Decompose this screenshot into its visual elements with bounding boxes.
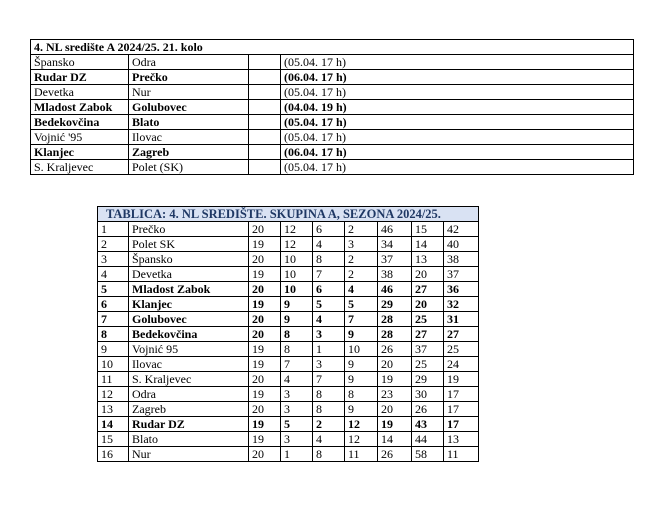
standing-team: Klanjec — [129, 297, 249, 312]
standing-row — [98, 432, 479, 447]
standing-losses: 7 — [345, 312, 378, 327]
standing-played: 19 — [249, 297, 281, 312]
standing-wins: 10 — [281, 282, 313, 297]
standing-row — [98, 252, 479, 267]
standing-draws: 3 — [313, 327, 345, 342]
standing-losses: 3 — [345, 237, 378, 252]
fixture-time: (06.04. 17 h) — [281, 145, 634, 160]
fixture-row — [31, 55, 634, 70]
fixture-spacer — [249, 130, 281, 145]
standing-team: Rudar DZ — [129, 417, 249, 432]
standing-goals-for: 19 — [378, 417, 412, 432]
standing-row — [98, 387, 479, 402]
standing-draws: 4 — [313, 432, 345, 447]
fixture-home-team: S. Kraljevec — [31, 160, 129, 175]
standing-team: Prečko — [129, 222, 249, 237]
fixture-home-team: Mladost Zabok — [31, 100, 129, 115]
standing-wins: 3 — [281, 402, 313, 417]
standing-team: Mladost Zabok — [129, 282, 249, 297]
standing-played: 20 — [249, 402, 281, 417]
standing-position: 12 — [98, 387, 129, 402]
standing-goals-for: 29 — [378, 297, 412, 312]
standing-row — [98, 372, 479, 387]
standing-goals-against: 25 — [412, 357, 444, 372]
standing-wins: 1 — [281, 447, 313, 462]
standing-points: 19 — [444, 372, 479, 387]
standing-points: 25 — [444, 342, 479, 357]
standing-played: 20 — [249, 222, 281, 237]
standing-team: Ilovac — [129, 357, 249, 372]
standing-points: 17 — [444, 402, 479, 417]
standing-played: 19 — [249, 432, 281, 447]
standing-team: Špansko — [129, 252, 249, 267]
standing-points: 24 — [444, 357, 479, 372]
standing-wins: 9 — [281, 297, 313, 312]
standing-row — [98, 237, 479, 252]
fixture-row — [31, 130, 634, 145]
fixture-time: (05.04. 17 h) — [281, 130, 634, 145]
standing-row — [98, 357, 479, 372]
standing-played: 20 — [249, 282, 281, 297]
standing-wins: 10 — [281, 252, 313, 267]
standing-goals-for: 20 — [378, 402, 412, 417]
fixture-row — [31, 145, 634, 160]
fixture-spacer — [249, 70, 281, 85]
standing-played: 20 — [249, 312, 281, 327]
standing-row — [98, 327, 479, 342]
standing-goals-for: 19 — [378, 372, 412, 387]
standing-goals-for: 37 — [378, 252, 412, 267]
standing-goals-for: 46 — [378, 282, 412, 297]
standing-draws: 1 — [313, 342, 345, 357]
fixture-home-team: Klanjec — [31, 145, 129, 160]
standing-played: 20 — [249, 447, 281, 462]
fixture-row — [31, 85, 634, 100]
standing-wins: 3 — [281, 432, 313, 447]
standing-wins: 9 — [281, 312, 313, 327]
standing-played: 19 — [249, 357, 281, 372]
fixture-home-team: Špansko — [31, 55, 129, 70]
standing-goals-against: 58 — [412, 447, 444, 462]
standing-goals-against: 13 — [412, 252, 444, 267]
fixture-time: (05.04. 17 h) — [281, 160, 634, 175]
standing-goals-against: 30 — [412, 387, 444, 402]
standing-goals-for: 26 — [378, 447, 412, 462]
standing-position: 3 — [98, 252, 129, 267]
standing-wins: 4 — [281, 372, 313, 387]
standing-goals-against: 26 — [412, 402, 444, 417]
standing-goals-for: 14 — [378, 432, 412, 447]
fixture-home-team: Bedekovčina — [31, 115, 129, 130]
standing-position: 15 — [98, 432, 129, 447]
standing-row — [98, 312, 479, 327]
standing-points: 17 — [444, 417, 479, 432]
standing-wins: 3 — [281, 387, 313, 402]
standing-losses: 11 — [345, 447, 378, 462]
standing-goals-against: 37 — [412, 342, 444, 357]
standing-team: Zagreb — [129, 402, 249, 417]
standing-points: 40 — [444, 237, 479, 252]
standing-row — [98, 402, 479, 417]
fixture-row — [31, 100, 634, 115]
standing-position: 4 — [98, 267, 129, 282]
standing-draws: 8 — [313, 447, 345, 462]
standing-wins: 12 — [281, 222, 313, 237]
standing-draws: 7 — [313, 267, 345, 282]
standing-position: 16 — [98, 447, 129, 462]
standing-position: 13 — [98, 402, 129, 417]
standing-goals-against: 44 — [412, 432, 444, 447]
standings-table — [97, 206, 479, 462]
standing-team: Blato — [129, 432, 249, 447]
standing-position: 11 — [98, 372, 129, 387]
fixture-away-team: Ilovac — [129, 130, 249, 145]
standing-goals-for: 28 — [378, 312, 412, 327]
standing-goals-for: 26 — [378, 342, 412, 357]
fixture-away-team: Odra — [129, 55, 249, 70]
standing-goals-for: 23 — [378, 387, 412, 402]
fixture-time: (05.04. 17 h) — [281, 85, 634, 100]
standing-wins: 8 — [281, 342, 313, 357]
standing-goals-for: 46 — [378, 222, 412, 237]
standing-draws: 8 — [313, 252, 345, 267]
standing-row — [98, 447, 479, 462]
fixture-home-team: Rudar DZ — [31, 70, 129, 85]
standing-team: Golubovec — [129, 312, 249, 327]
standing-goals-against: 20 — [412, 297, 444, 312]
standing-row — [98, 282, 479, 297]
fixture-spacer — [249, 100, 281, 115]
standing-row — [98, 417, 479, 432]
standing-points: 13 — [444, 432, 479, 447]
standing-team: Odra — [129, 387, 249, 402]
fixture-spacer — [249, 145, 281, 160]
standing-losses: 5 — [345, 297, 378, 312]
standing-goals-against: 14 — [412, 237, 444, 252]
standing-losses: 2 — [345, 222, 378, 237]
fixture-away-team: Zagreb — [129, 145, 249, 160]
standing-points: 37 — [444, 267, 479, 282]
standing-draws: 3 — [313, 357, 345, 372]
standing-losses: 12 — [345, 417, 378, 432]
standing-played: 19 — [249, 387, 281, 402]
standing-goals-against: 20 — [412, 267, 444, 282]
fixture-spacer — [249, 55, 281, 70]
standing-played: 19 — [249, 237, 281, 252]
standing-row — [98, 297, 479, 312]
standing-team: Vojnić 95 — [129, 342, 249, 357]
standings-title: TABLICA: 4. NL SREDIŠTE. SKUPINA A, SEZONA 2024/25. — [98, 207, 479, 222]
standing-losses: 9 — [345, 357, 378, 372]
standing-position: 7 — [98, 312, 129, 327]
standing-position: 5 — [98, 282, 129, 297]
standing-wins: 12 — [281, 237, 313, 252]
standing-draws: 7 — [313, 372, 345, 387]
standing-points: 31 — [444, 312, 479, 327]
fixture-row — [31, 115, 634, 130]
standing-points: 36 — [444, 282, 479, 297]
fixture-row — [31, 70, 634, 85]
fixtures-title-row — [31, 40, 634, 55]
standing-goals-against: 43 — [412, 417, 444, 432]
standing-goals-for: 38 — [378, 267, 412, 282]
fixture-row — [31, 160, 634, 175]
standing-team: Polet SK — [129, 237, 249, 252]
fixture-time: (05.04. 17 h) — [281, 55, 634, 70]
standing-draws: 5 — [313, 297, 345, 312]
standing-position: 6 — [98, 297, 129, 312]
standing-goals-against: 27 — [412, 327, 444, 342]
standing-position: 10 — [98, 357, 129, 372]
standing-points: 27 — [444, 327, 479, 342]
standing-wins: 5 — [281, 417, 313, 432]
standing-goals-against: 25 — [412, 312, 444, 327]
fixture-away-team: Blato — [129, 115, 249, 130]
standing-goals-against: 29 — [412, 372, 444, 387]
standing-draws: 8 — [313, 402, 345, 417]
standing-draws: 4 — [313, 237, 345, 252]
standing-played: 20 — [249, 252, 281, 267]
fixture-away-team: Prečko — [129, 70, 249, 85]
fixture-spacer — [249, 160, 281, 175]
standing-draws: 4 — [313, 312, 345, 327]
standing-wins: 10 — [281, 267, 313, 282]
standing-wins: 7 — [281, 357, 313, 372]
standing-goals-for: 20 — [378, 357, 412, 372]
standing-goals-against: 27 — [412, 282, 444, 297]
fixture-time: (05.04. 17 h) — [281, 115, 634, 130]
standing-position: 1 — [98, 222, 129, 237]
standing-points: 17 — [444, 387, 479, 402]
standing-played: 19 — [249, 417, 281, 432]
standing-points: 32 — [444, 297, 479, 312]
standing-row — [98, 342, 479, 357]
standing-points: 38 — [444, 252, 479, 267]
standing-losses: 8 — [345, 387, 378, 402]
fixture-spacer — [249, 85, 281, 100]
standing-position: 9 — [98, 342, 129, 357]
fixture-time: (06.04. 17 h) — [281, 70, 634, 85]
fixtures-table — [30, 39, 634, 175]
standing-losses: 2 — [345, 252, 378, 267]
standing-losses: 9 — [345, 402, 378, 417]
standing-row — [98, 222, 479, 237]
standing-losses: 10 — [345, 342, 378, 357]
fixture-away-team: Golubovec — [129, 100, 249, 115]
standing-goals-for: 28 — [378, 327, 412, 342]
standing-team: Bedekovčina — [129, 327, 249, 342]
standing-position: 8 — [98, 327, 129, 342]
standing-points: 42 — [444, 222, 479, 237]
fixture-time: (04.04. 19 h) — [281, 100, 634, 115]
standing-goals-for: 34 — [378, 237, 412, 252]
fixtures-title: 4. NL središte A 2024/25. 21. kolo — [31, 40, 634, 55]
standing-draws: 8 — [313, 387, 345, 402]
standing-played: 20 — [249, 327, 281, 342]
standing-team: Devetka — [129, 267, 249, 282]
standing-team: S. Kraljevec — [129, 372, 249, 387]
standing-draws: 6 — [313, 222, 345, 237]
standing-losses: 9 — [345, 327, 378, 342]
standing-position: 14 — [98, 417, 129, 432]
fixture-home-team: Devetka — [31, 85, 129, 100]
standing-played: 19 — [249, 342, 281, 357]
standing-goals-against: 15 — [412, 222, 444, 237]
standing-losses: 4 — [345, 282, 378, 297]
standing-played: 20 — [249, 372, 281, 387]
standing-points: 11 — [444, 447, 479, 462]
standing-row — [98, 267, 479, 282]
standing-losses: 9 — [345, 372, 378, 387]
standing-position: 2 — [98, 237, 129, 252]
standings-title-row — [98, 207, 479, 222]
standing-draws: 2 — [313, 417, 345, 432]
standing-losses: 12 — [345, 432, 378, 447]
fixture-away-team: Polet (SK) — [129, 160, 249, 175]
standing-wins: 8 — [281, 327, 313, 342]
standing-team: Nur — [129, 447, 249, 462]
fixture-spacer — [249, 115, 281, 130]
standing-losses: 2 — [345, 267, 378, 282]
fixture-home-team: Vojnić '95 — [31, 130, 129, 145]
standing-draws: 6 — [313, 282, 345, 297]
fixture-away-team: Nur — [129, 85, 249, 100]
standing-played: 19 — [249, 267, 281, 282]
